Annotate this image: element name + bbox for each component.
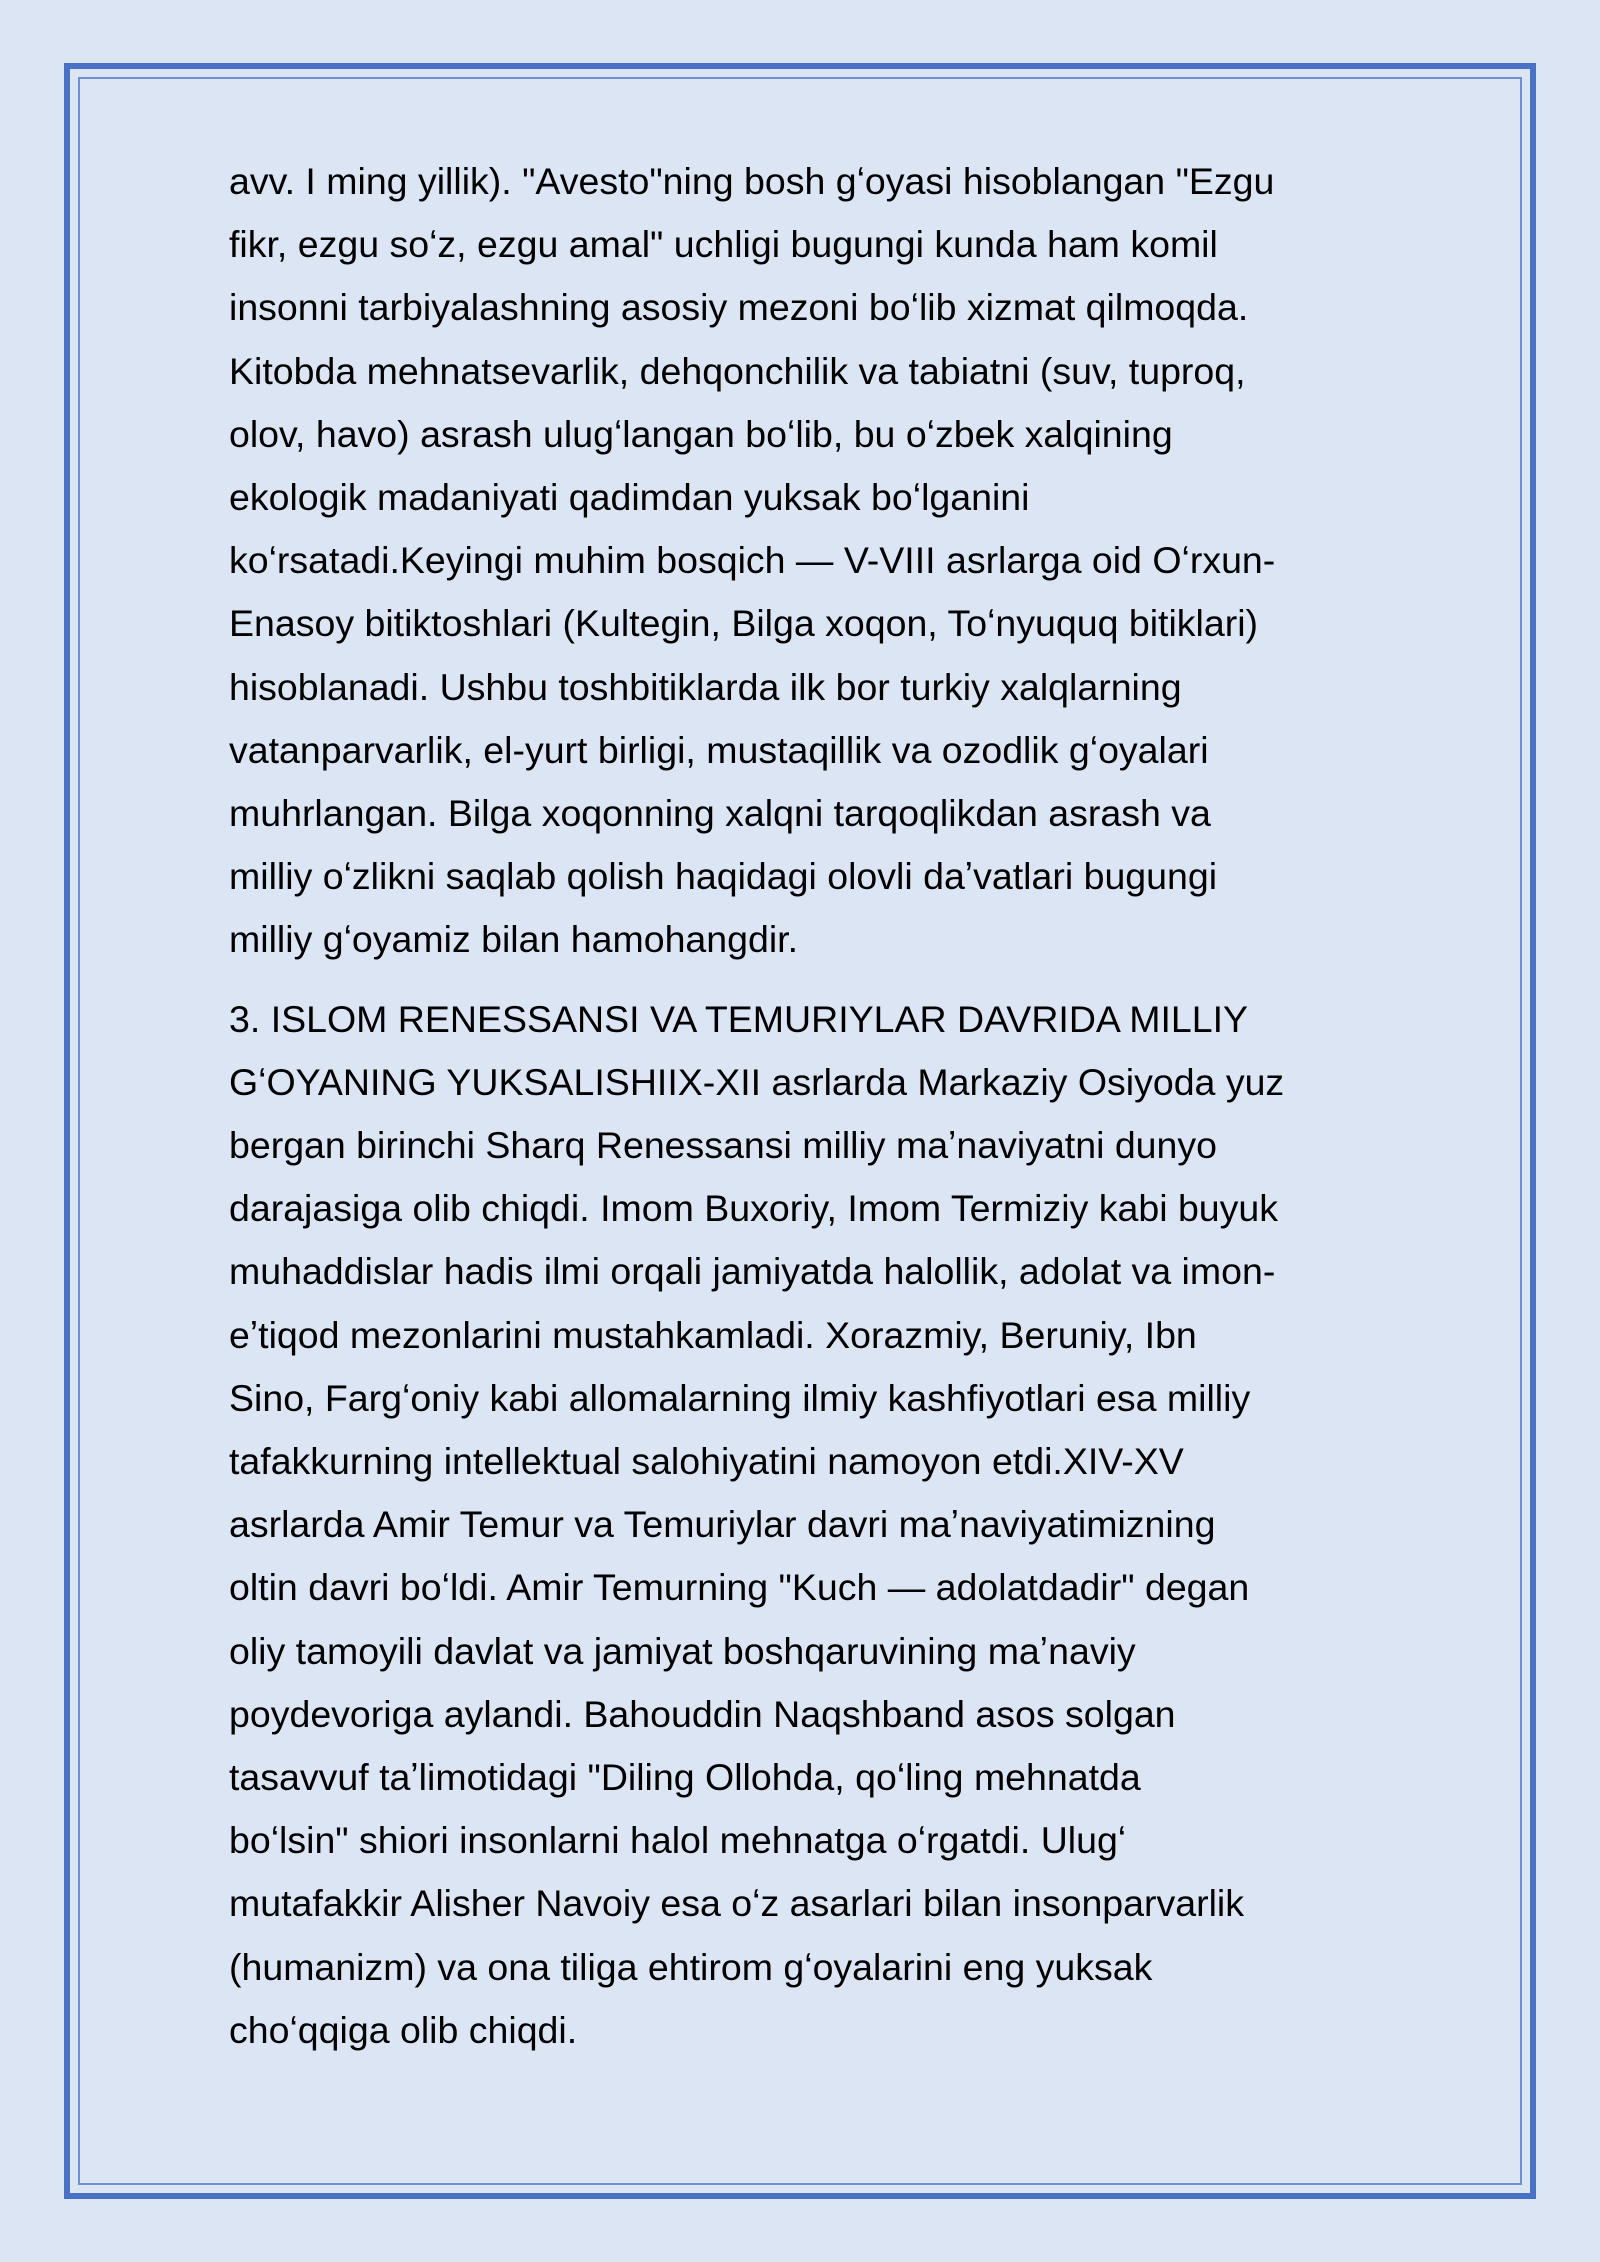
text-line: hisoblanadi. Ushbu toshbitiklarda ilk bor turkiy xalqlarning xyxy=(229,665,1182,708)
text-line: asrlarda Amir Temur va Temuriylar davri maʼnaviyatimizning xyxy=(229,1503,1216,1546)
text-line: Sino, Fargʻoniy kabi allomalarning ilmiy kashfiyotlari esa milliy xyxy=(229,1376,1251,1419)
text-line: oltin davri boʻldi. Amir Temurning "Kuch — adolatdadir" degan xyxy=(229,1566,1250,1609)
text-line: milliy gʻoyamiz bilan hamohangdir. xyxy=(229,918,799,961)
text-line: (humanizm) va ona tiliga ehtirom gʻoyalarini eng yuksak xyxy=(229,1945,1153,1988)
text-line: ekologik madaniyati qadimdan yuksak boʻlganini xyxy=(229,476,1030,519)
text-line: Kitobda mehnatsevarlik, dehqonchilik va tabiatni (suv, tuproq, xyxy=(229,349,1246,392)
text-line: GʻOYANING YUKSALISHIIX-XII asrlarda Markaziy Osiyoda yuz xyxy=(229,1060,1285,1103)
text-line: avv. I ming yillik). "Avesto"ning bosh gʻoyasi hisoblangan "Ezgu xyxy=(229,160,1275,202)
text-line: tasavvuf taʼlimotidagi "Diling Ollohda, qoʻling mehnatda xyxy=(229,1756,1141,1799)
text-line: darajasiga olib chiqdi. Imom Buxoriy, Imom Termiziy kabi buyuk xyxy=(229,1187,1279,1230)
text-line: eʼtiqod mezonlarini mustahkamladi. Xorazmiy, Beruniy, Ibn xyxy=(229,1313,1197,1356)
text-line: bergan birinchi Sharq Renessansi milliy maʼnaviyatni dunyo xyxy=(229,1124,1218,1167)
text-line: tafakkurning intellektual salohiyatini namoyon etdi.XIV-XV xyxy=(229,1440,1184,1483)
text-line: insonni tarbiyalashning asosiy mezoni boʻlib xizmat qilmoqda. xyxy=(229,286,1249,329)
text-line: mutafakkir Alisher Navoiy esa oʻz asarlari bilan insonparvarlik xyxy=(229,1882,1245,1925)
text-line: poydevoriga aylandi. Bahouddin Naqshband asos solgan xyxy=(229,1692,1176,1735)
text-line: muhaddislar hadis ilmi orqali jamiyatda halollik, adolat va imon- xyxy=(229,1250,1276,1293)
section-heading-line: 3. ISLOM RENESSANSI VA TEMURIYLAR DAVRIDA MILLIY xyxy=(229,997,1249,1040)
text-line: olov, havo) asrash ulugʻlangan boʻlib, bu oʻzbek xalqining xyxy=(229,412,1173,455)
text-line: koʻrsatadi.Keyingi muhim bosqich — V-VIII asrlarga oid Oʻrxun- xyxy=(229,539,1276,582)
text-line: oliy tamoyili davlat va jamiyat boshqaruvining maʼnaviy xyxy=(229,1629,1136,1672)
text-line: muhrlangan. Bilga xoqonning xalqni tarqoqlikdan asrash va xyxy=(229,792,1211,835)
text-line: vatanparvarlik, el-yurt birligi, mustaqillik va ozodlik gʻoyalari xyxy=(229,728,1209,771)
text-line: boʻlsin" shiori insonlarni halol mehnatga oʻrgatdi. Ulugʻ xyxy=(229,1819,1127,1862)
text-line: fikr, ezgu soʻz, ezgu amal" uchligi bugungi kunda ham komil xyxy=(229,223,1218,266)
text-line: milliy oʻzlikni saqlab qolish haqidagi olovli daʼvatlari bugungi xyxy=(229,855,1218,898)
paragraph-avesto-orkhun xyxy=(229,150,1489,972)
paragraph-islamic-renaissance xyxy=(229,988,1489,2062)
text-line: choʻqqiga olib chiqdi. xyxy=(229,2008,578,2051)
text-line: Enasoy bitiktoshlari (Kultegin, Bilga xoqon, Toʻnyuquq bitiklari) xyxy=(229,602,1259,645)
document-body xyxy=(229,150,1489,2062)
